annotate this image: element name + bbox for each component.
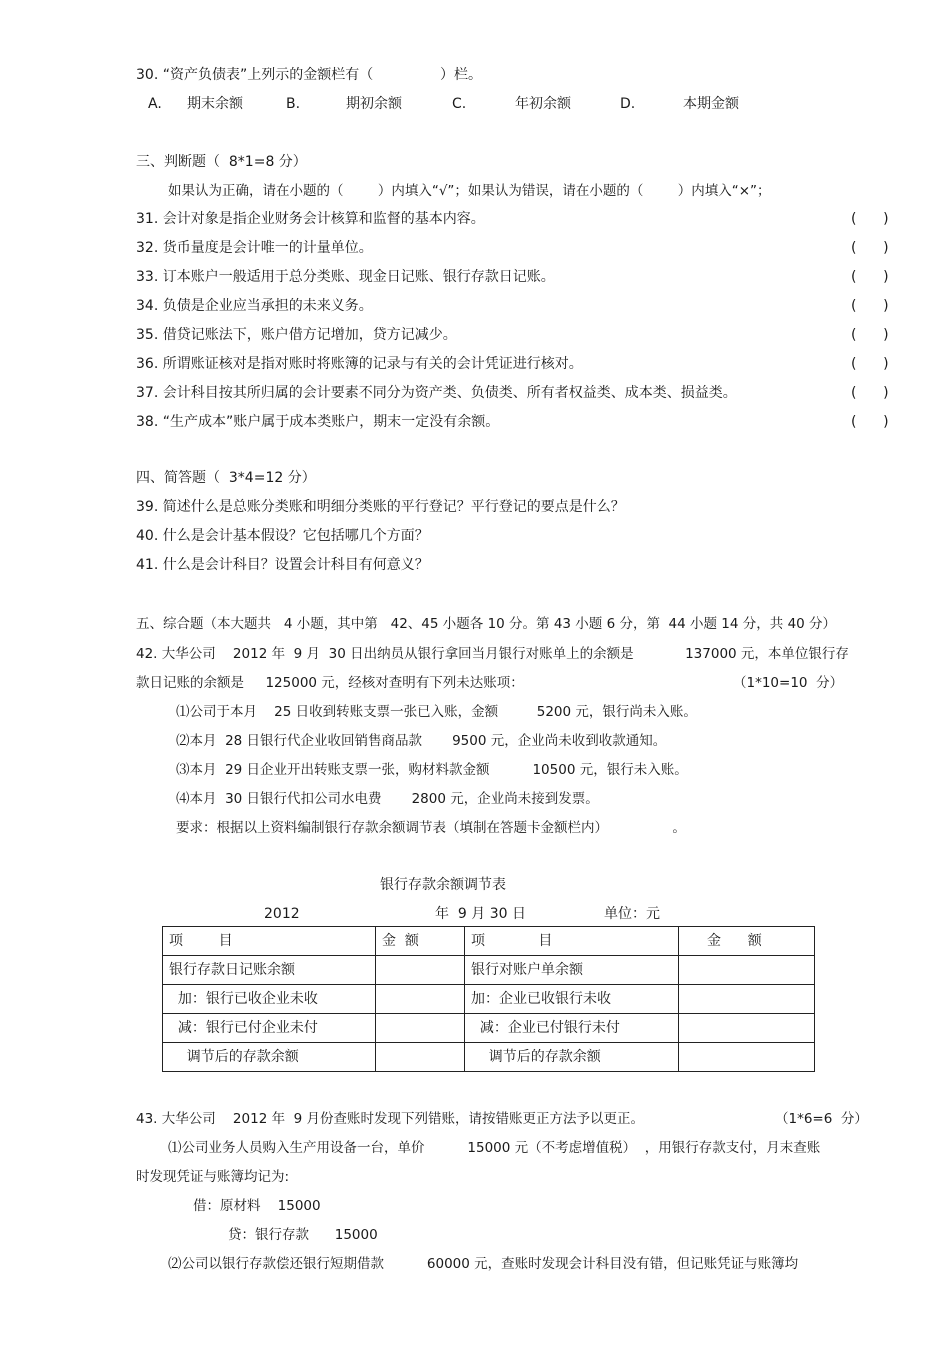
q42-item-1: ⑴公司于本月 25 日收到转账支票一张已入账，金额 5200 元，银行尚未入账。 [176, 704, 697, 720]
table-header-cell: 项 目 [163, 927, 376, 956]
section3-instruction: 如果认为正确，请在小题的（ ）内填入“√”；如果认为错误，请在小题的（ ）内填入“×”； [168, 183, 771, 199]
table-date: 年 9 月 30 日 [435, 906, 526, 922]
q34-text: 34. 负债是企业应当承担的未来义务。 [136, 298, 373, 314]
q30-option-c-letter: C. [452, 96, 467, 112]
table-cell: 加：银行已收企业未收 [163, 985, 376, 1014]
q43-item1-line2: 时发现凭证与账簿均记为: [136, 1169, 290, 1185]
q39-text: 39. 简述什么是总账分类账和明细分类账的平行登记？平行登记的要点是什么？ [136, 499, 625, 515]
q30-option-a-text: 期末余额 [187, 96, 243, 112]
amount-cell [376, 956, 465, 985]
q35-answer-paren: ( ) [851, 327, 889, 343]
q30-option-b-text: 期初余额 [346, 96, 402, 112]
q43-score: （1*6=6 分） [775, 1111, 868, 1127]
q35-text: 35. 借贷记账法下，账户借方记增加，贷方记减少。 [136, 327, 457, 343]
table-header-cell: 金 额 [679, 927, 815, 956]
table-cell: 减：银行已付企业未付 [163, 1014, 376, 1043]
q33-text: 33. 订本账户一般适用于总分类账、现金日记账、银行存款日记账。 [136, 269, 555, 285]
table-cell: 调节后的存款余额 [465, 1043, 679, 1072]
table-year: 2012 [264, 906, 300, 922]
table-title: 银行存款余额调节表 [380, 877, 506, 893]
amount-cell [679, 1014, 815, 1043]
q31-answer-paren: ( ) [851, 211, 889, 227]
q30-stem: 30. “资产负债表”上列示的金额栏有（ ）栏。 [136, 67, 482, 83]
table-header-cell: 项 目 [465, 927, 679, 956]
q43-item1-line1: ⑴公司业务人员购入生产用设备一台，单价 15000 元（不考虑增值税） ，用银行存款支付，月末查账 [168, 1140, 821, 1156]
q43-line1: 43. 大华公司 2012 年 9 月份查账时发现下列错账，请按错账更正方法予以更正。 [136, 1111, 645, 1127]
q36-answer-paren: ( ) [851, 356, 889, 372]
q43-debit-entry: 借：原材料 15000 [193, 1198, 321, 1214]
q42-requirement: 要求：根据以上资料编制银行存款余额调节表（填制在答题卡金额栏内） 。 [176, 820, 686, 836]
q34-answer-paren: ( ) [851, 298, 889, 314]
q38-answer-paren: ( ) [851, 414, 889, 430]
q42-item-4: ⑷本月 30 日银行代扣公司水电费 2800 元，企业尚未接到发票。 [176, 791, 599, 807]
section4-title: 四、简答题（ 3*4=12 分） [136, 470, 316, 486]
table-cell: 加：企业已收银行未收 [465, 985, 679, 1014]
q42-score: （1*10=10 分） [733, 675, 844, 691]
table-header-row [163, 927, 815, 956]
q36-text: 36. 所谓账证核对是指对账时将账簿的记录与有关的会计凭证进行核对。 [136, 356, 583, 372]
table-cell: 调节后的存款余额 [163, 1043, 376, 1072]
q30-option-d-text: 本期金额 [683, 96, 739, 112]
q41-text: 41. 什么是会计科目？设置会计科目有何意义？ [136, 557, 429, 573]
amount-cell [376, 1014, 465, 1043]
q33-answer-paren: ( ) [851, 269, 889, 285]
q42-item-2: ⑵本月 28 日银行代企业收回销售商品款 9500 元，企业尚未收到收款通知。 [176, 733, 667, 749]
q32-text: 32. 货币量度是会计唯一的计量单位。 [136, 240, 373, 256]
amount-cell [679, 985, 815, 1014]
q31-text: 31. 会计对象是指企业财务会计核算和监督的基本内容。 [136, 211, 485, 227]
table-row [163, 1043, 815, 1072]
table-row [163, 985, 815, 1014]
q42-line1: 42. 大华公司 2012 年 9 月 30 日出纳员从银行拿回当月银行对账单上的余额是 137000 元，本单位银行存 [136, 646, 849, 662]
table-cell: 银行对账户单余额 [465, 956, 679, 985]
q30-option-a-letter: A. [148, 96, 162, 112]
q30-option-c-text: 年初余额 [515, 96, 571, 112]
amount-cell [376, 1043, 465, 1072]
amount-cell [679, 1043, 815, 1072]
q38-text: 38. “生产成本”账户属于成本类账户，期末一定没有余额。 [136, 414, 500, 430]
table-row [163, 956, 815, 985]
section5-title: 五、综合题（本大题共 4 小题，其中第 42、45 小题各 10 分。第 43 小题 6 分，第 44 小题 14 分，共 40 分） [136, 616, 837, 632]
q43-credit-entry: 贷：银行存款 15000 [228, 1227, 378, 1243]
table-header-cell: 金 额 [376, 927, 465, 956]
amount-cell [679, 956, 815, 985]
q43-item2-line1: ⑵公司以银行存款偿还银行短期借款 60000 元，查账时发现会计科目没有错，但记账凭证与账簿均 [168, 1256, 799, 1272]
q32-answer-paren: ( ) [851, 240, 889, 256]
table-row [163, 1014, 815, 1043]
reconciliation-table [162, 926, 815, 1072]
q42-line2: 款日记账的余额是 125000 元，经核对查明有下列未达账项： [136, 675, 524, 691]
amount-cell [376, 985, 465, 1014]
table-cell: 银行存款日记账余额 [163, 956, 376, 985]
q30-option-d-letter: D. [620, 96, 636, 112]
table-cell: 减：企业已付银行未付 [465, 1014, 679, 1043]
q42-item-3: ⑶本月 29 日企业开出转账支票一张，购材料款金额 10500 元，银行未入账。 [176, 762, 688, 778]
q40-text: 40. 什么是会计基本假设？它包括哪几个方面？ [136, 528, 429, 544]
q30-option-b-letter: B. [286, 96, 301, 112]
q37-answer-paren: ( ) [851, 385, 889, 401]
section3-title: 三、判断题（ 8*1=8 分） [136, 154, 307, 170]
table-unit: 单位：元 [604, 906, 660, 922]
q37-text: 37. 会计科目按其所归属的会计要素不同分为资产类、负债类、所有者权益类、成本类、损益类。 [136, 385, 737, 401]
